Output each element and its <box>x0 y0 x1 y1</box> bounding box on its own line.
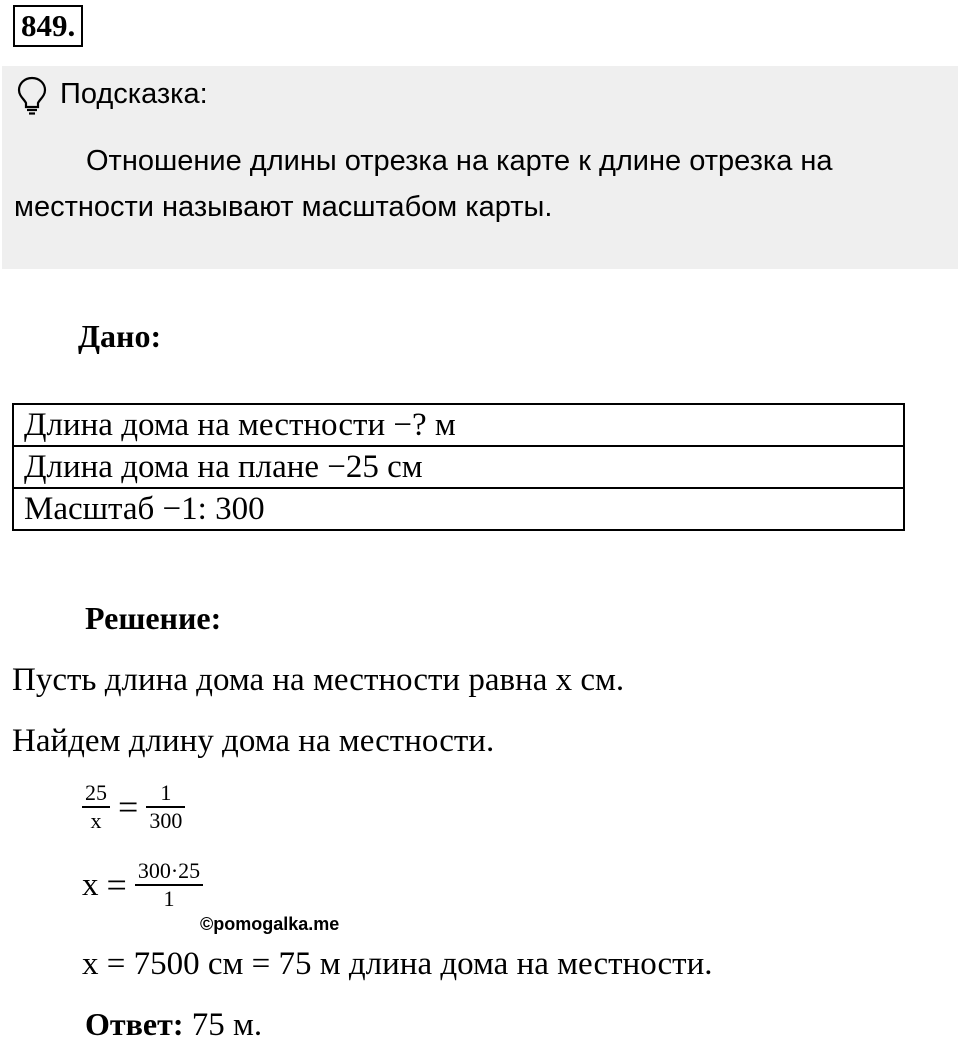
fraction <box>135 858 203 912</box>
given-table <box>12 403 905 531</box>
hint-title: Подсказка: <box>60 78 208 110</box>
numerator: 1 <box>160 780 172 805</box>
equals-sign: = <box>118 787 139 827</box>
equals-sign: = <box>106 865 127 905</box>
solution-line-2: Найдем длину дома на местности. <box>12 723 495 759</box>
numerator: 300·25 <box>137 858 201 883</box>
equation-result: x = 7500 см = 75 м длина дома на местности. <box>82 946 713 982</box>
equation-proportion <box>82 780 185 834</box>
lightbulb-icon <box>16 75 48 115</box>
answer <box>85 1004 262 1045</box>
table-row <box>13 404 904 446</box>
solution-heading: Решение: <box>85 600 222 636</box>
fraction-right <box>146 780 185 834</box>
denominator: 300 <box>146 806 185 834</box>
denominator: x <box>82 806 110 834</box>
answer-value: 75 м. <box>183 1007 263 1043</box>
fraction-left <box>82 780 110 834</box>
denominator: 1 <box>135 884 203 912</box>
solution-line-1: Пусть длина дома на местности равна x см. <box>12 662 625 698</box>
watermark: ©pomogalka.me <box>200 914 340 934</box>
numerator: 25 <box>85 780 107 805</box>
given-scale: Масштаб −1: 300 <box>13 488 904 530</box>
task-number: 849. <box>13 5 83 47</box>
hint-text-line-2: местности называют масштабом карты. <box>14 191 553 223</box>
variable-x: x <box>82 866 99 903</box>
given-house-ground-length: Длина дома на местности −? м <box>13 404 904 446</box>
table-row <box>13 446 904 488</box>
given-heading: Дано: <box>78 318 162 354</box>
hint-text-line-1: Отношение длины отрезка на карте к длине отрезка на <box>86 145 833 177</box>
given-house-plan-length: Длина дома на плане −25 см <box>13 446 904 488</box>
equation-solve-x <box>82 858 203 912</box>
table-row <box>13 488 904 530</box>
answer-label: Ответ: <box>85 1006 184 1042</box>
